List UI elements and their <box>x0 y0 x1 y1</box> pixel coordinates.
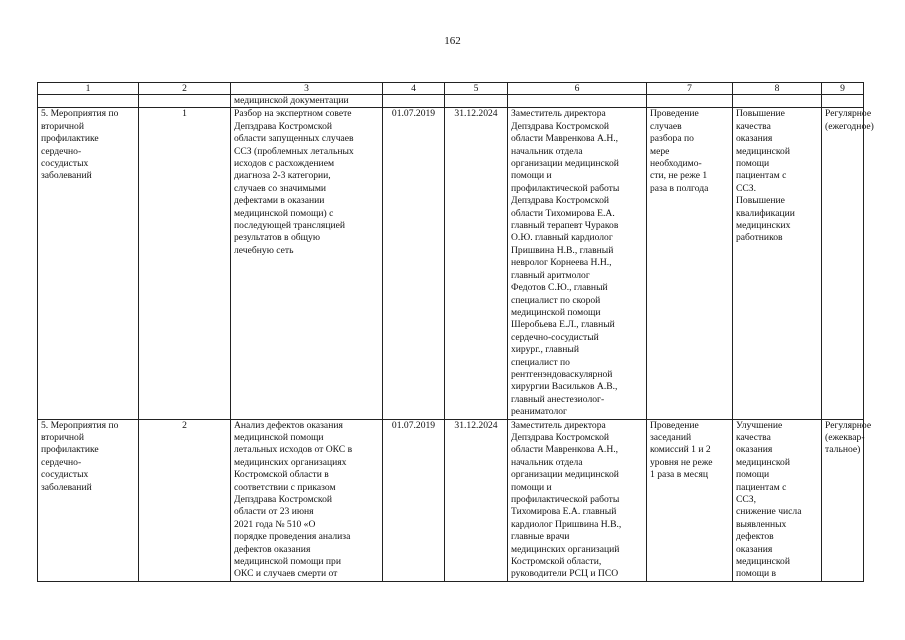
cell-text-line: Депздрава Костромской <box>511 195 610 207</box>
cell-text-line: Регулярное <box>825 419 872 431</box>
responsible-cell <box>508 419 647 581</box>
effect-cell <box>733 419 822 581</box>
start-date-cell: 01.07.2019 <box>383 419 445 581</box>
cell-text-line: Костромской области, <box>511 556 602 568</box>
cell-text-line: главные врачи <box>511 531 570 543</box>
table-cell <box>445 95 508 108</box>
cell-text-line: качества <box>736 431 771 443</box>
cell-text-line: области Тихомирова Е.А. <box>511 207 615 219</box>
measure-description-cell <box>231 108 383 419</box>
cell-text-line: оказания <box>736 444 773 456</box>
cell-text-line: Пришвина Н.В., главный <box>511 244 614 256</box>
cell-text-line: мере <box>650 145 670 157</box>
measure-section-cell <box>38 419 139 581</box>
cell-text-line: работников <box>736 232 783 244</box>
cell-text-line: результатов в общую <box>234 232 321 244</box>
cell-text-line: главный анестезиолог- <box>511 393 605 405</box>
column-header: 1 <box>38 83 139 95</box>
cell-text-line: Проведение <box>650 419 699 431</box>
cell-text-line: Заместитель директора <box>511 108 606 120</box>
cell-text-line: 2021 года № 510 «О <box>234 518 316 530</box>
cell-text-line: помощи и <box>511 170 552 182</box>
cell-text-line: Федотов С.Ю., главный <box>511 282 608 294</box>
cell-text-line: Повышение <box>736 108 785 120</box>
frequency-cell <box>822 419 872 581</box>
item-number-cell: 2 <box>139 419 231 581</box>
table-row <box>38 419 864 581</box>
cell-text-line: дефектов <box>736 531 774 543</box>
column-header: 6 <box>508 83 647 95</box>
cell-text-line: (ежегодное) <box>825 120 874 132</box>
measures-table <box>37 82 874 582</box>
cell-text-line: пациентам с <box>736 170 787 182</box>
cell-text-line: медицинской помощи) с <box>234 207 334 219</box>
cell-text-line: сердечно-сосудистый <box>511 331 599 343</box>
cell-text-line: главный терапевт Чураков <box>511 220 619 232</box>
cell-text-line: профилактической работы <box>511 494 620 505</box>
cell-text-line: комиссий 1 и 2 <box>650 444 711 456</box>
cell-text-line: Повышение <box>736 195 785 207</box>
cell-text-line: Костромской области в <box>234 469 329 481</box>
result-cell <box>647 419 733 581</box>
item-number-cell: 1 <box>139 108 231 419</box>
cell-text-line: Депздрава Костромской <box>511 431 610 443</box>
table-cell <box>139 95 231 108</box>
column-header: 7 <box>647 83 733 95</box>
cell-text-line: области Мавренкова А.Н., <box>511 133 619 145</box>
cell-text-line: организации медицинской <box>511 158 619 170</box>
cell-text-line: 5. Мероприятия по <box>41 419 119 431</box>
column-header: 3 <box>231 83 383 95</box>
cell-text-line: медицинских <box>736 220 791 232</box>
cell-text-line: ССЗ (проблемных летальных <box>234 145 354 157</box>
cell-text-line: ССЗ. <box>736 182 757 194</box>
cell-text-line: руководители РСЦ и ПСО <box>511 568 619 580</box>
cell-text-line: начальник отдела <box>511 145 583 157</box>
cell-text-line: Улучшение <box>736 419 783 431</box>
cell-text-line: начальник отдела <box>511 456 583 468</box>
table-cell <box>508 95 647 108</box>
cell-text-line: Тихомирова Е.А. главный <box>511 506 617 518</box>
cell-text-line: последующей трансляцией <box>234 220 345 232</box>
cell-text-line: помощи <box>736 158 770 170</box>
cell-text-line: хирург., главный <box>511 344 579 356</box>
cell-text-line: летальных исходов от ОКС в <box>234 444 353 456</box>
cell-text-line: оказания <box>736 543 773 555</box>
cell-text-line: специалист по <box>511 356 570 368</box>
cell-text-line: диагноза 2-3 категории, <box>234 170 331 182</box>
page-number: 162 <box>444 35 461 47</box>
cell-text-line: 5. Мероприятия по <box>41 108 119 120</box>
cell-text-line: вторичной <box>41 431 84 443</box>
column-header: 5 <box>445 83 508 95</box>
column-header: 2 <box>139 83 231 95</box>
cell-text-line: медицинской помощи <box>234 431 324 443</box>
cell-text-line: профилактике <box>41 133 99 145</box>
cell-text-line: О.Ю. главный кардиолог <box>511 232 613 244</box>
responsible-cell <box>508 108 647 419</box>
cell-text-line: помощи и <box>511 481 552 493</box>
measure-description-cell <box>231 419 383 581</box>
cell-text-line: ССЗ, <box>736 494 757 505</box>
cell-text-line: разбора по <box>650 133 694 145</box>
cell-text-line: медицинской помощи <box>511 306 601 318</box>
cell-text-line: исходов с расхождением <box>234 158 335 170</box>
cell-text-line: Анализ дефектов оказания <box>234 419 343 431</box>
cell-text-line: медицинской <box>736 556 790 568</box>
cell-text-line: медицинских организаций <box>511 543 620 555</box>
cell-text-line: специалист по скорой <box>511 294 601 306</box>
cell-text-line: соответствии с приказом <box>234 481 336 493</box>
column-header: 4 <box>383 83 445 95</box>
cell-text-line: необходимо- <box>650 158 702 170</box>
cell-text-line: области запущенных случаев <box>234 133 354 145</box>
cell-text-line: снижение числа <box>736 506 802 518</box>
cell-text-line: помощи <box>736 469 770 481</box>
cell-text-line: раза в полгода <box>650 182 709 194</box>
cell-text-line: медицинской <box>736 456 790 468</box>
table-cell <box>822 95 864 108</box>
end-date-cell: 31.12.2024 <box>445 419 508 581</box>
cell-text-line: области от 23 июня <box>234 506 314 518</box>
cell-text-line: медицинской помощи при <box>234 556 341 568</box>
continuation-row <box>38 95 864 108</box>
cell-text-line: лечебную сеть <box>234 244 294 256</box>
cell-text-line: качества <box>736 120 771 132</box>
table-row <box>38 108 864 419</box>
cell-text-line: дефектов оказания <box>234 543 311 555</box>
cell-text-line: организации медицинской <box>511 469 619 481</box>
result-cell <box>647 108 733 419</box>
cell-text-line: кардиолог Пришвина Н.В., <box>511 518 622 530</box>
cell-text-line: Депздрава Костромской <box>234 494 333 505</box>
cell-text-line: главный аритмолог <box>511 269 590 281</box>
cell-text-line: дефектами в оказании <box>234 195 325 207</box>
cell-text-line: ОКС и случаев смерти от <box>234 568 338 580</box>
cell-text-line: (ежеквар- <box>825 431 865 443</box>
table-cell <box>733 95 822 108</box>
cell-text-line: помощи в <box>736 568 777 580</box>
cell-text-line: реаниматолог <box>511 406 567 418</box>
table-cell <box>383 95 445 108</box>
cell-text-line: случаев <box>650 120 682 132</box>
cell-text-line: сосудистых <box>41 158 89 170</box>
cell-text-line: заседаний <box>650 431 692 443</box>
cell-text-line: рентгенэндоваскулярной <box>511 368 613 380</box>
cell-text-line: области Мавренкова А.Н., <box>511 444 619 456</box>
cell-text-line: случаев со значимыми <box>234 182 327 194</box>
cell-text-line: Депздрава Костромской <box>234 120 333 132</box>
cell-text-line: профилактике <box>41 444 99 456</box>
cell-text-line: пациентам с <box>736 481 787 493</box>
cell-text-line: квалификации <box>736 207 795 219</box>
cell-text-line: Разбор на экспертном совете <box>234 108 352 120</box>
cell-text-line: заболеваний <box>41 170 92 182</box>
cell-text-line: Заместитель директора <box>511 419 606 431</box>
table-cell: медицинской документации <box>231 95 383 108</box>
cell-text-line: порядке проведения анализа <box>234 531 351 543</box>
cell-text-line: хирургии Васильков А.В., <box>511 381 618 393</box>
cell-text-line: Шеробьева Е.Л., главный <box>511 319 615 331</box>
cell-text-line: вторичной <box>41 120 84 132</box>
cell-text-line: 1 раза в месяц <box>650 469 708 481</box>
effect-cell <box>733 108 822 419</box>
cell-text-line: невролог Корнеева Н.Н., <box>511 257 612 269</box>
cell-text-line: медицинских организациях <box>234 456 347 468</box>
cell-text-line: сердечно- <box>41 145 82 157</box>
cell-text-line: сти, не реже 1 <box>650 170 708 182</box>
column-header: 9 <box>822 83 864 95</box>
cell-text-line: сердечно- <box>41 456 82 468</box>
start-date-cell: 01.07.2019 <box>383 108 445 419</box>
cell-text-line: выявленных <box>736 518 787 530</box>
column-number-row <box>38 83 864 95</box>
cell-text-line: Депздрава Костромской <box>511 120 610 132</box>
cell-text-line: сосудистых <box>41 469 89 481</box>
frequency-cell <box>822 108 874 419</box>
cell-text-line: Регулярное <box>825 108 872 120</box>
end-date-cell: 31.12.2024 <box>445 108 508 419</box>
cell-text-line: медицинской <box>736 145 790 157</box>
cell-text-line: Проведение <box>650 108 699 120</box>
table-cell <box>38 95 139 108</box>
cell-text-line: оказания <box>736 133 773 145</box>
column-header: 8 <box>733 83 822 95</box>
cell-text-line: тальное) <box>825 444 861 456</box>
cell-text-line: профилактической работы <box>511 182 620 194</box>
cell-text-line: уровня не реже <box>650 456 713 468</box>
measure-section-cell <box>38 108 139 419</box>
table-cell <box>647 95 733 108</box>
cell-text-line: заболеваний <box>41 481 92 493</box>
